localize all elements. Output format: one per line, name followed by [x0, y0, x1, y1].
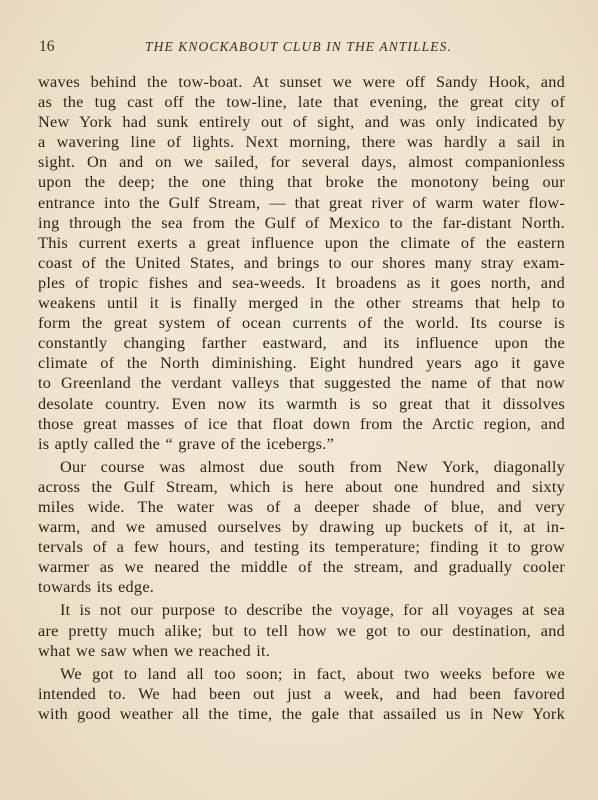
text-line: tervals of a few hours, and testing its temperature; finding it to grow — [38, 537, 565, 557]
page-header — [39, 38, 559, 60]
text-line: with good weather all the time, the gale that assailed us in New York — [38, 703, 565, 723]
text-line: constantly changing farther eastward, and its influence upon the — [38, 333, 565, 353]
text-line: sight. On and on we sailed, for several days, almost companionless — [38, 152, 565, 172]
text-line: It is not our purpose to describe the voyage, for all voyages at sea — [60, 600, 565, 620]
text-line: miles wide. The water was of a deeper shade of blue, and very — [38, 496, 565, 516]
text-line: climate of the North diminishing. Eight hundred years ago it gave — [38, 353, 565, 373]
paragraph-4 — [38, 664, 565, 724]
running-head: THE KNOCKABOUT CLUB IN THE ANTILLES. — [145, 39, 452, 54]
page-body — [38, 72, 565, 724]
text-line: weakens until it is finally merged in the other streams that help to — [38, 293, 565, 313]
text-line: form the great system of ocean currents of the world. Its course is — [38, 313, 565, 333]
text-line: ing through the sea from the Gulf of Mexico to the far-distant North. — [38, 212, 565, 232]
text-line: towards its edge. — [38, 577, 155, 597]
text-line: is aptly called the “ grave of the icebergs.” — [38, 433, 335, 453]
page-number: 16 — [39, 38, 55, 55]
text-line: entrance into the Gulf Stream, — that great river of warm water flow- — [38, 192, 565, 212]
text-line: waves behind the tow-boat. At sunset we were off Sandy Hook, and — [38, 72, 565, 91]
text-line: upon the deep; the one thing that broke the monotony being our — [38, 172, 565, 192]
text-line: to Greenland the verdant valleys that suggested the name of that now — [38, 373, 565, 393]
text-line: are pretty much alike; but to tell how we got to our destination, and — [38, 620, 565, 640]
text-line: as the tug cast off the tow-line, late that evening, the great city of — [38, 92, 565, 112]
paragraph-1 — [38, 72, 565, 454]
text-line: This current exerts a great influence upon the climate of the eastern — [38, 232, 565, 252]
text-line: warm, and we amused ourselves by drawing up buckets of it, at in- — [38, 517, 565, 537]
paragraph-2 — [38, 457, 565, 598]
text-line: intended to. We had been out just a week, and had been favored — [38, 683, 565, 703]
text-line: New York had sunk entirely out of sight, and was only indicated by — [38, 112, 565, 132]
text-line: warmer as we neared the middle of the stream, and gradually cooler — [38, 557, 565, 577]
text-line: what we saw when we reached it. — [38, 640, 271, 660]
text-line: Our course was almost due south from New York, diagonally — [60, 456, 565, 476]
text-line: coast of the United States, and brings to our shores many stray exam- — [38, 252, 565, 272]
text-line: those great masses of ice that float down from the Arctic region, and — [38, 413, 565, 433]
text-line: across the Gulf Stream, which is here about one hundred and sixty — [38, 476, 565, 496]
text-line: We got to land all too soon; in fact, about two weeks before we — [60, 663, 565, 683]
text-line: ples of tropic fishes and sea-weeds. It broadens as it goes north, and — [38, 272, 565, 292]
paragraph-3 — [38, 600, 565, 660]
text-line: desolate country. Even now its warmth is so great that it dissolves — [38, 393, 565, 413]
text-line: a wavering line of lights. Next morning, there was hardly a sail in — [38, 132, 565, 152]
